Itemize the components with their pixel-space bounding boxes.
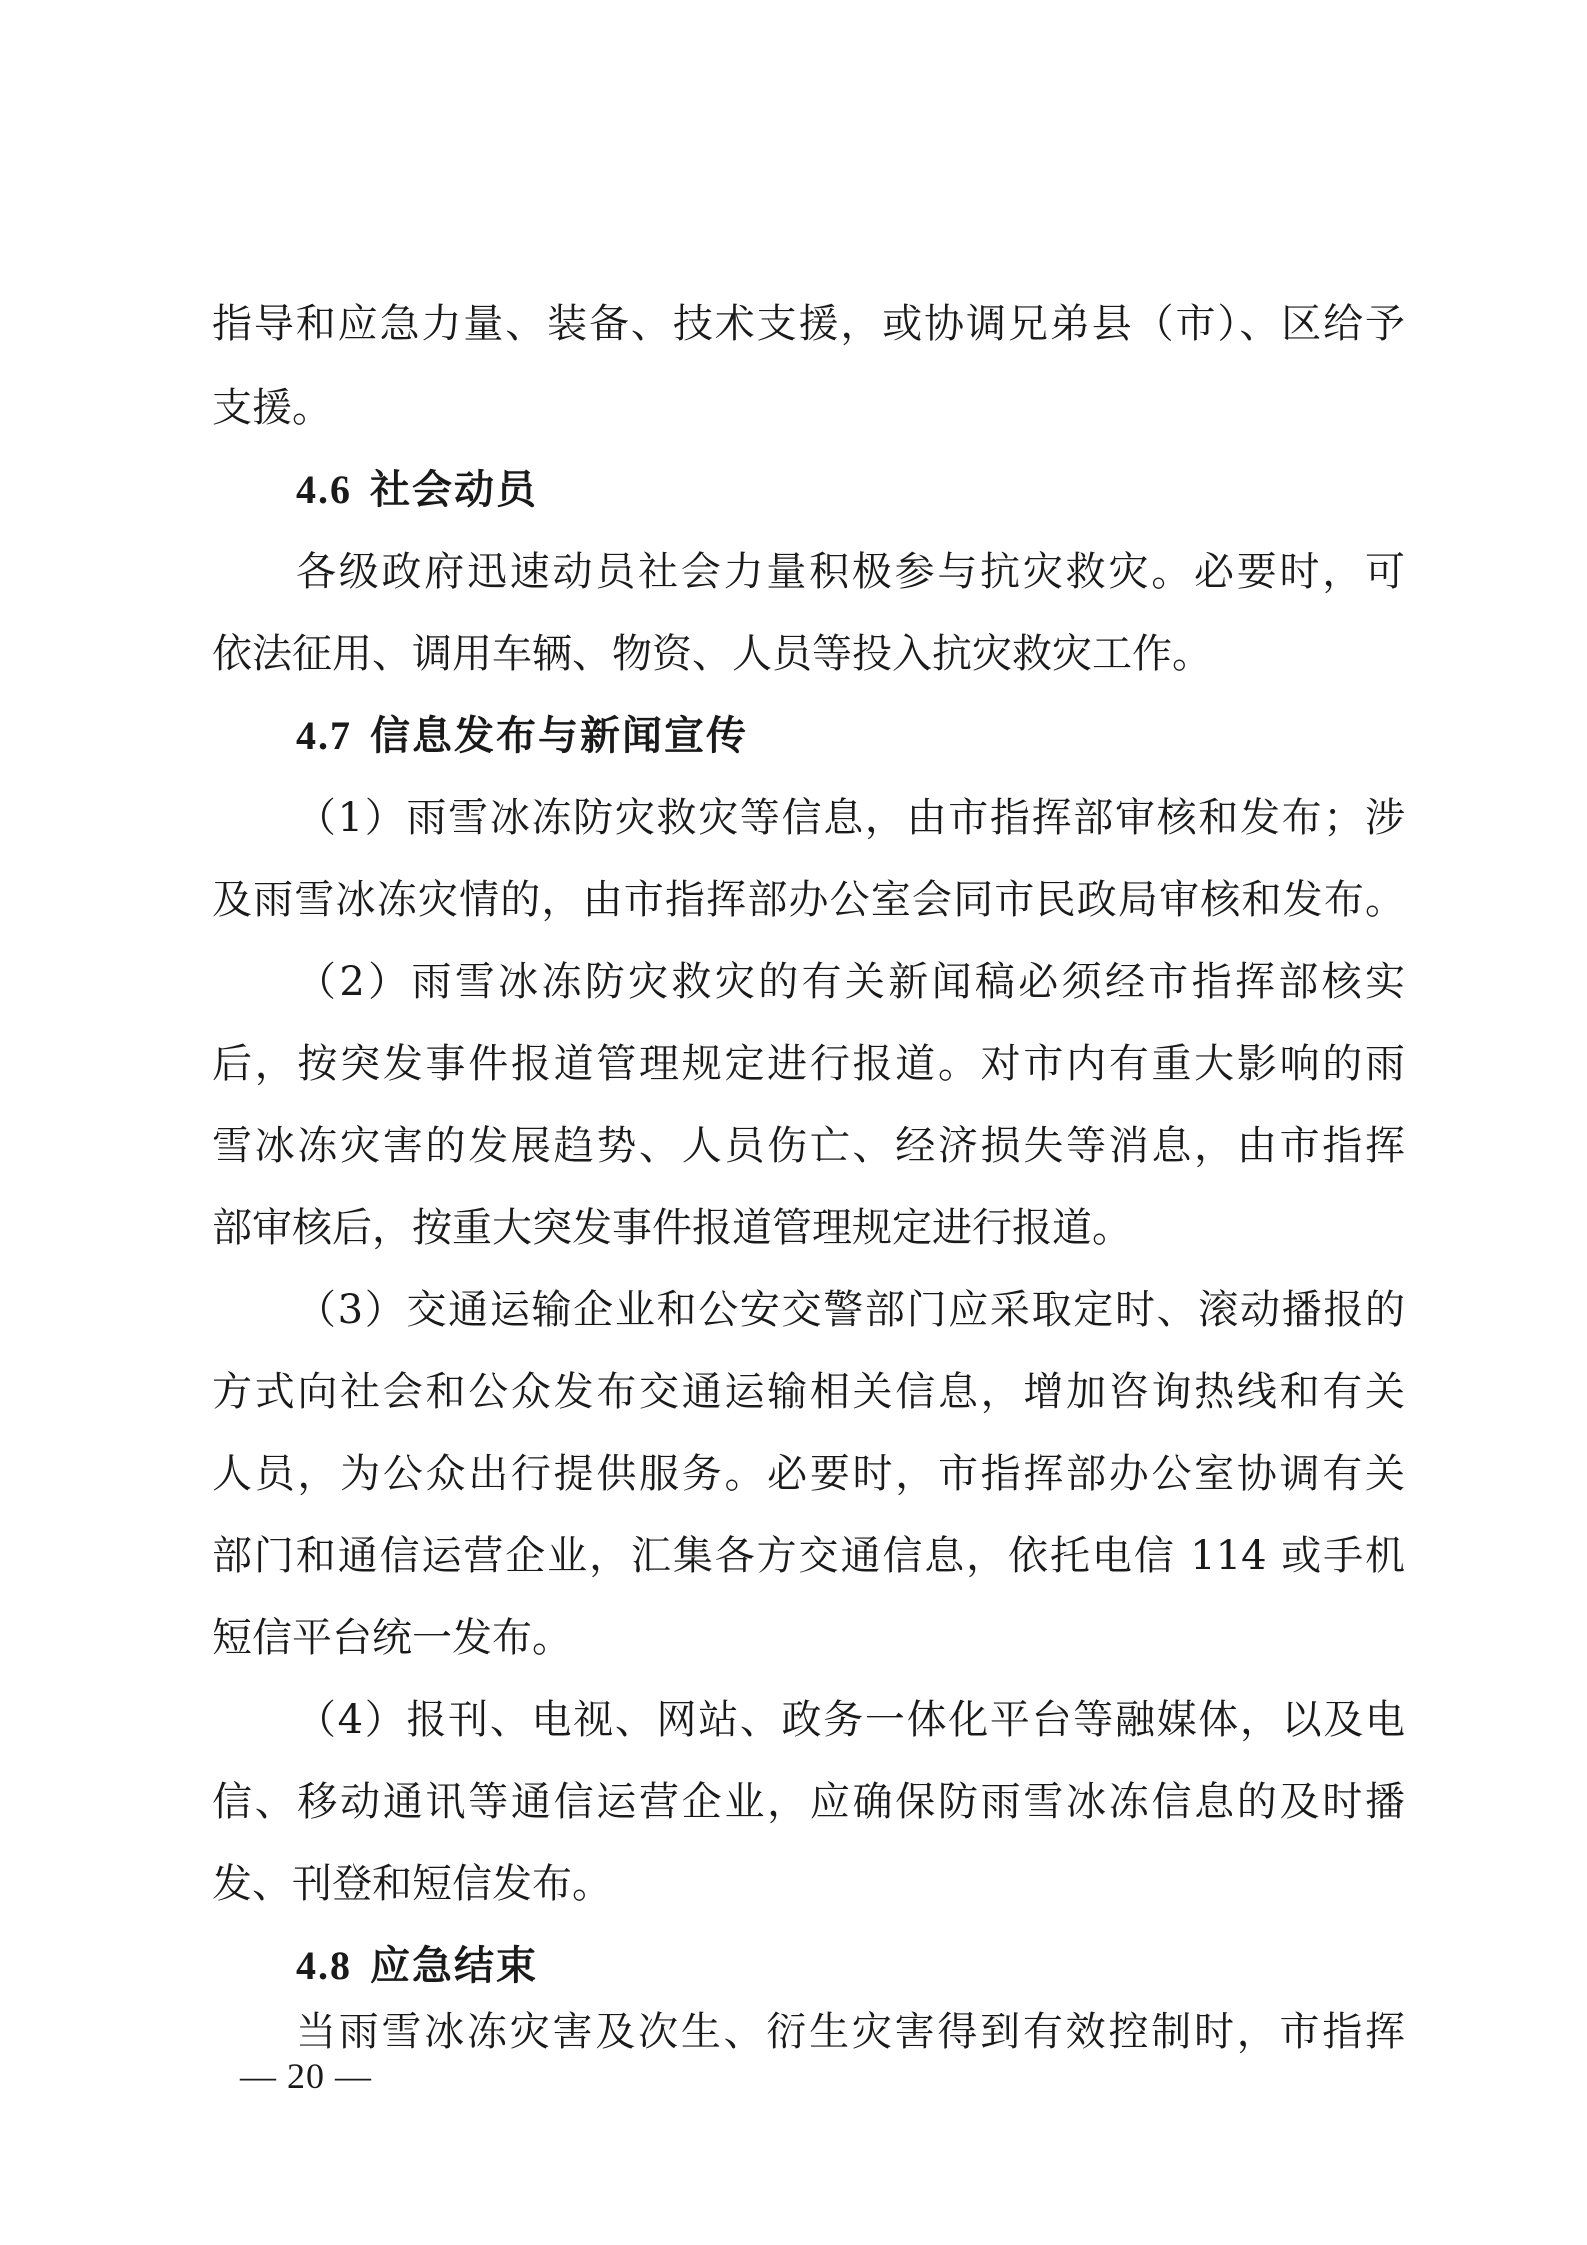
paragraph-line: 人员，为公众出行提供服务。必要时，市指挥部办公室协调有关 bbox=[212, 1451, 1405, 1497]
section-heading-4-8 bbox=[296, 1938, 538, 1994]
paragraph-line: （1）雨雪冰冻防灾救灾等信息，由市指挥部审核和发布；涉 bbox=[296, 795, 1405, 841]
paragraph-line: 发、刊登和短信发布。 bbox=[212, 1861, 612, 1907]
paragraph-line: （4）报刊、电视、网站、政务一体化平台等融媒体，以及电 bbox=[296, 1697, 1405, 1743]
section-title: 应急结束 bbox=[370, 1942, 538, 1989]
paragraph-line: 当雨雪冰冻灾害及次生、衍生灾害得到有效控制时，市指挥 bbox=[296, 2009, 1405, 2055]
section-title: 信息发布与新闻宣传 bbox=[370, 712, 748, 759]
paragraph-line: （2）雨雪冰冻防灾救灾的有关新闻稿必须经市指挥部核实 bbox=[296, 959, 1405, 1005]
paragraph-line: 及雨雪冰冻灾情的，由市指挥部办公室会同市民政局审核和发布。 bbox=[212, 877, 1405, 923]
paragraph-line: 部门和通信运营企业，汇集各方交通信息，依托电信 114 或手机 bbox=[212, 1533, 1405, 1579]
section-heading-4-6 bbox=[296, 462, 538, 518]
paragraph-line: 部审核后，按重大突发事件报道管理规定进行报道。 bbox=[212, 1205, 1132, 1251]
section-number: 4.7 bbox=[296, 713, 352, 758]
paragraph-line: 短信平台统一发布。 bbox=[212, 1615, 572, 1661]
section-title: 社会动员 bbox=[370, 466, 538, 513]
paragraph-line: 后，按突发事件报道管理规定进行报道。对市内有重大影响的雨 bbox=[212, 1041, 1405, 1087]
section-heading-4-7 bbox=[296, 708, 748, 764]
paragraph-line: 支援。 bbox=[212, 385, 332, 431]
paragraph-line: 雪冰冻灾害的发展趋势、人员伤亡、经济损失等消息，由市指挥 bbox=[212, 1123, 1405, 1169]
page-number: — 20 — bbox=[240, 2056, 372, 2096]
section-number: 4.6 bbox=[296, 467, 352, 512]
paragraph-line: 指导和应急力量、装备、技术支援，或协调兄弟县（市）、区给予 bbox=[212, 301, 1405, 347]
paragraph-line: 方式向社会和公众发布交通运输相关信息，增加咨询热线和有关 bbox=[212, 1369, 1405, 1415]
paragraph-line: 信、移动通讯等通信运营企业，应确保防雨雪冰冻信息的及时播 bbox=[212, 1779, 1405, 1825]
paragraph-line: 依法征用、调用车辆、物资、人员等投入抗灾救灾工作。 bbox=[212, 631, 1212, 677]
section-number: 4.8 bbox=[296, 1943, 352, 1988]
paragraph-line: 各级政府迅速动员社会力量积极参与抗灾救灾。必要时，可 bbox=[296, 549, 1405, 595]
paragraph-line: （3）交通运输企业和公安交警部门应采取定时、滚动播报的 bbox=[296, 1287, 1405, 1333]
